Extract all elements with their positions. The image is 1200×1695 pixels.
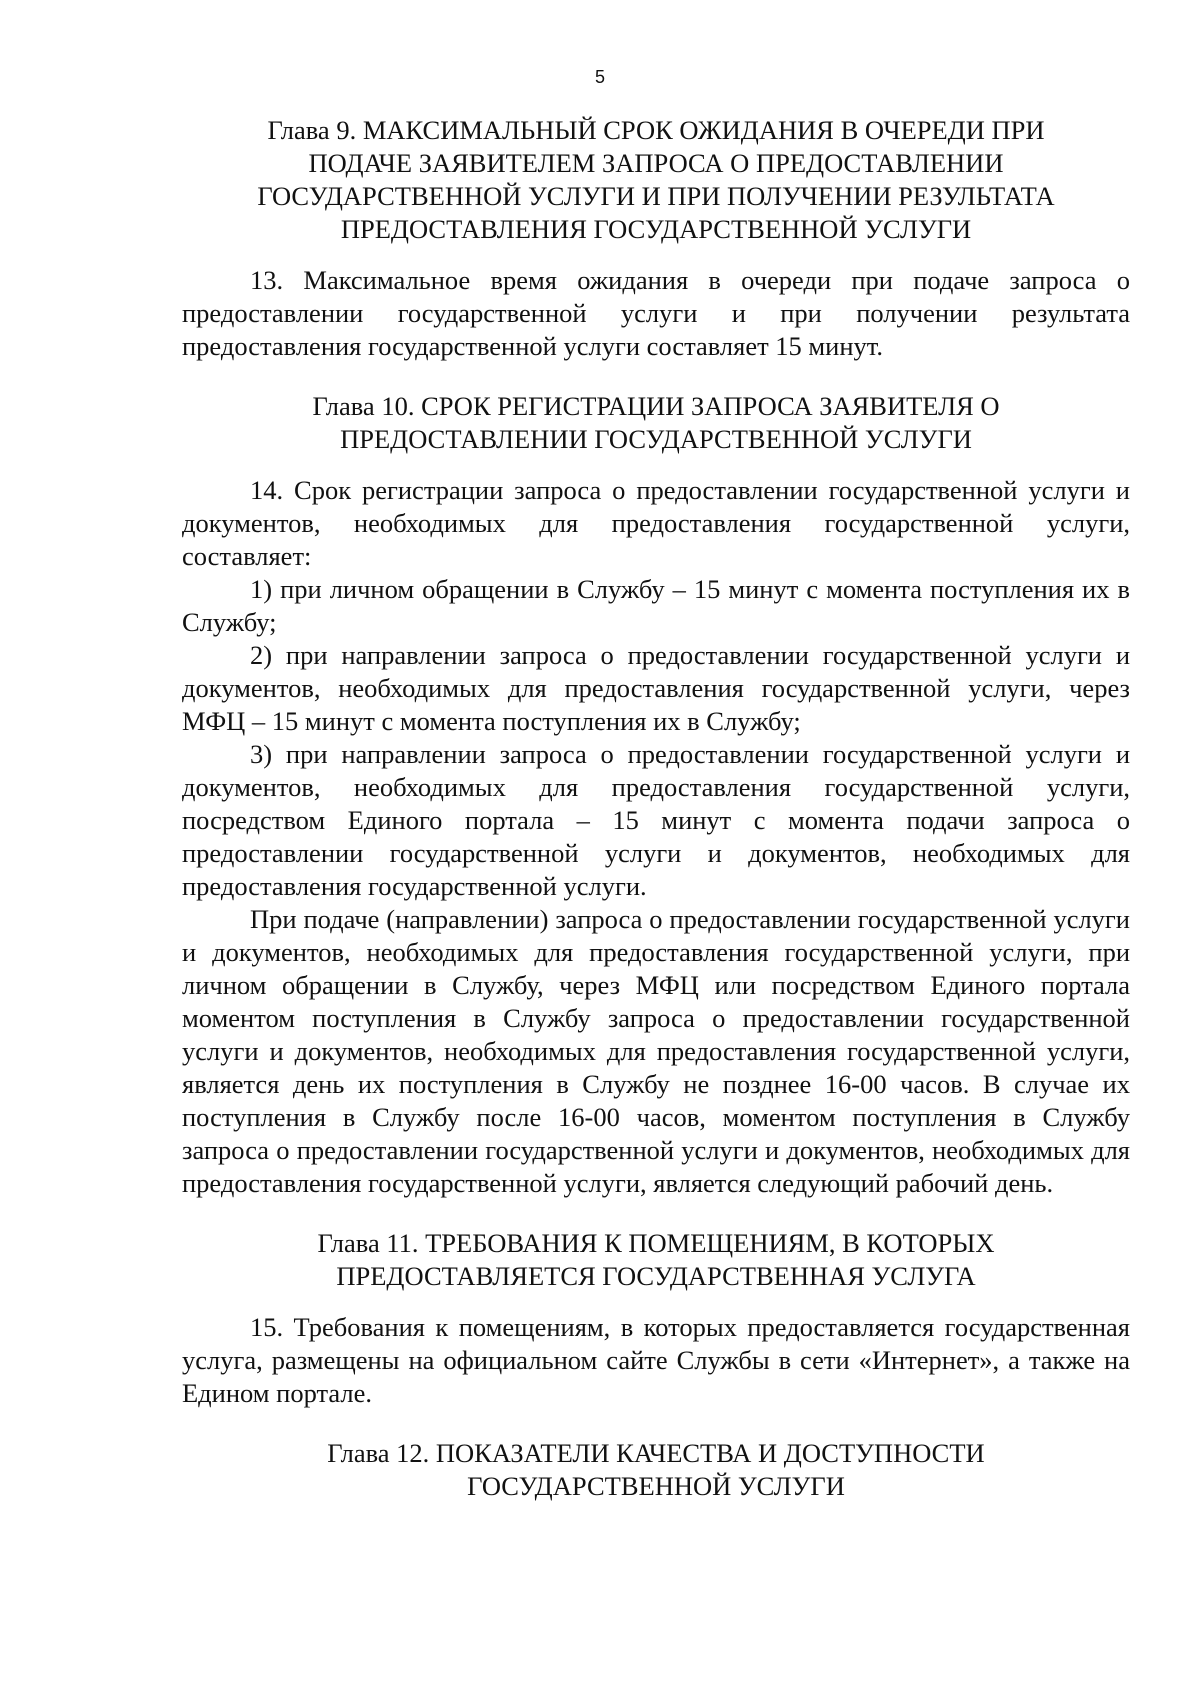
list-item-3: 3) при направлении запроса о предоставлении государственной услуги и документов, необходимых для предоставления государственной услуги, посредством Единого портала – 15 минут с момента подачи запроса о предоставлении государственной услуги и документов, необходимых для предоставления государственной услуги. bbox=[182, 739, 1130, 901]
heading-line: ПРЕДОСТАВЛЕНИИ ГОСУДАРСТВЕННОЙ УСЛУГИ bbox=[340, 424, 972, 454]
chapter-9-heading bbox=[182, 114, 1130, 246]
heading-line: ГОСУДАРСТВЕННОЙ УСЛУГИ И ПРИ ПОЛУЧЕНИИ РЕЗУЛЬТАТА bbox=[257, 181, 1055, 211]
heading-line: ПРЕДОСТАВЛЕНИЯ ГОСУДАРСТВЕННОЙ УСЛУГИ bbox=[340, 214, 972, 244]
chapter-12-heading bbox=[182, 1437, 1130, 1503]
chapter-10-heading bbox=[182, 390, 1130, 456]
heading-line: Глава 12. ПОКАЗАТЕЛИ КАЧЕСТВА И ДОСТУПНОСТИ bbox=[327, 1438, 985, 1468]
heading-line: ПРЕДОСТАВЛЯЕТСЯ ГОСУДАРСТВЕННАЯ УСЛУГА bbox=[336, 1261, 976, 1291]
document-body bbox=[182, 114, 1130, 1503]
list-item-1: 1) при личном обращении в Службу – 15 минут с момента поступления их в Службу; bbox=[182, 574, 1130, 637]
chapter-12 bbox=[182, 1437, 1130, 1503]
chapter-9 bbox=[182, 114, 1130, 363]
paragraph-14: 14. Срок регистрации запроса о предоставлении государственной услуги и документов, необходимых для предоставления государственной услуги, составляет: bbox=[182, 475, 1130, 571]
paragraph-15: 15. Требования к помещениям, в которых предоставляется государственная услуга, размещены на официальном сайте Службы в сети «Интернет», а также на Едином портале. bbox=[182, 1312, 1130, 1408]
chapter-11 bbox=[182, 1227, 1130, 1410]
heading-line: Глава 11. ТРЕБОВАНИЯ К ПОМЕЩЕНИЯМ, В КОТОРЫХ bbox=[317, 1228, 995, 1258]
page-number: 5 bbox=[594, 67, 605, 87]
list-item-2: 2) при направлении запроса о предоставлении государственной услуги и документов, необходимых для предоставления государственной услуги, через МФЦ – 15 минут с момента поступления их в Службу; bbox=[182, 640, 1130, 736]
heading-line: Глава 9. МАКСИМАЛЬНЫЙ СРОК ОЖИДАНИЯ В ОЧЕРЕДИ ПРИ bbox=[267, 115, 1045, 145]
paragraph-13: 13. Максимальное время ожидания в очереди при подаче запроса о предоставлении государственной услуги и при получении результата предоставления государственной услуги составляет 15 минут. bbox=[182, 265, 1130, 361]
chapter-11-heading bbox=[182, 1227, 1130, 1293]
heading-line: ПОДАЧЕ ЗАЯВИТЕЛЕМ ЗАПРОСА О ПРЕДОСТАВЛЕНИИ bbox=[308, 148, 1004, 178]
heading-line: Глава 10. СРОК РЕГИСТРАЦИИ ЗАПРОСА ЗАЯВИТЕЛЯ О bbox=[312, 391, 1000, 421]
heading-line: ГОСУДАРСТВЕННОЙ УСЛУГИ bbox=[467, 1471, 845, 1501]
paragraph-submission-note: При подаче (направлении) запроса о предоставлении государственной услуги и документов, необходимых для предоставления государственной услуги, при личном обращении в Службу, через МФЦ или посредством Единого портала моментом поступления в Службу запроса о предоставлении государственной услуги и документов, необходимых для предоставления государственной услуги, является день их поступления в Службу не позднее 16-00 часов. В случае их поступления в Службу после 16-00 часов, моментом поступления в Службу запроса о предоставлении государственной услуги и документов, необходимых для предоставления государственной услуги, является следующий рабочий день. bbox=[182, 904, 1130, 1198]
chapter-10 bbox=[182, 390, 1130, 1200]
